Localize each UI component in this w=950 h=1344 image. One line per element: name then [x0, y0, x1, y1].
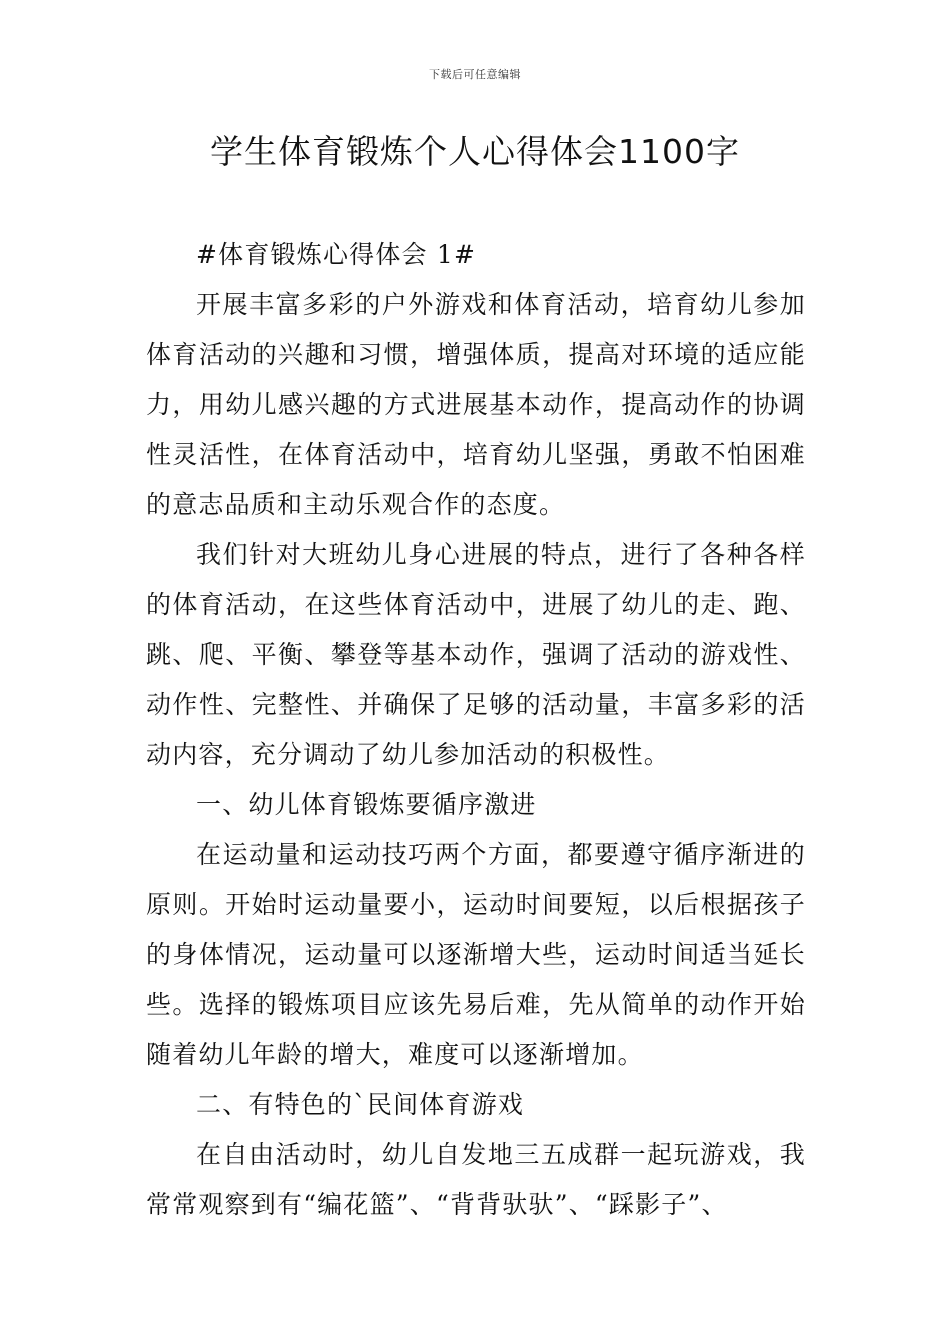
- paragraph: 我们针对大班幼儿身心进展的特点，进行了各种各样的体育活动，在这些体育活动中，进展了幼儿的走、跑、跳、爬、平衡、攀登等基本动作，强调了活动的游戏性、动作性、完整性、并确保了足够的活动量，丰富多彩的活动内容，充分调动了幼儿参加活动的积极性。: [146, 540, 806, 769]
- paragraph: 在运动量和运动技巧两个方面，都要遵守循序渐进的原则。开始时运动量要小，运动时间要短，以后根据孩子的身体情况，运动量可以逐渐增大些，运动时间适当延长些。选择的锻炼项目应该先易后难，先从简单的动作开始随着幼儿年龄的增大，难度可以逐渐增加。: [146, 840, 806, 1069]
- document-body: [146, 230, 806, 1230]
- paragraph: 在自由活动时，幼儿自发地三五成群一起玩游戏，我常常观察到有“编花篮”、“背背驮驮”、“踩影子”、: [146, 1140, 806, 1219]
- section-heading-1: #体育锻炼心得体会 1#: [196, 240, 477, 269]
- subheading-2: 二、有特色的`民间体育游戏: [196, 1090, 525, 1119]
- document-title: 学生体育锻炼个人心得体会1100字: [210, 132, 740, 171]
- subheading-1: 一、幼儿体育锻炼要循序激进: [196, 790, 537, 819]
- paragraph: 开展丰富多彩的户外游戏和体育活动，培育幼儿参加体育活动的兴趣和习惯，增强体质，提高对环境的适应能力，用幼儿感兴趣的方式进展基本动作，提高动作的协调性灵活性，在体育活动中，培育幼儿坚强，勇敢不怕困难的意志品质和主动乐观合作的态度。: [146, 290, 806, 519]
- header-note: 下载后可任意编辑: [429, 68, 521, 81]
